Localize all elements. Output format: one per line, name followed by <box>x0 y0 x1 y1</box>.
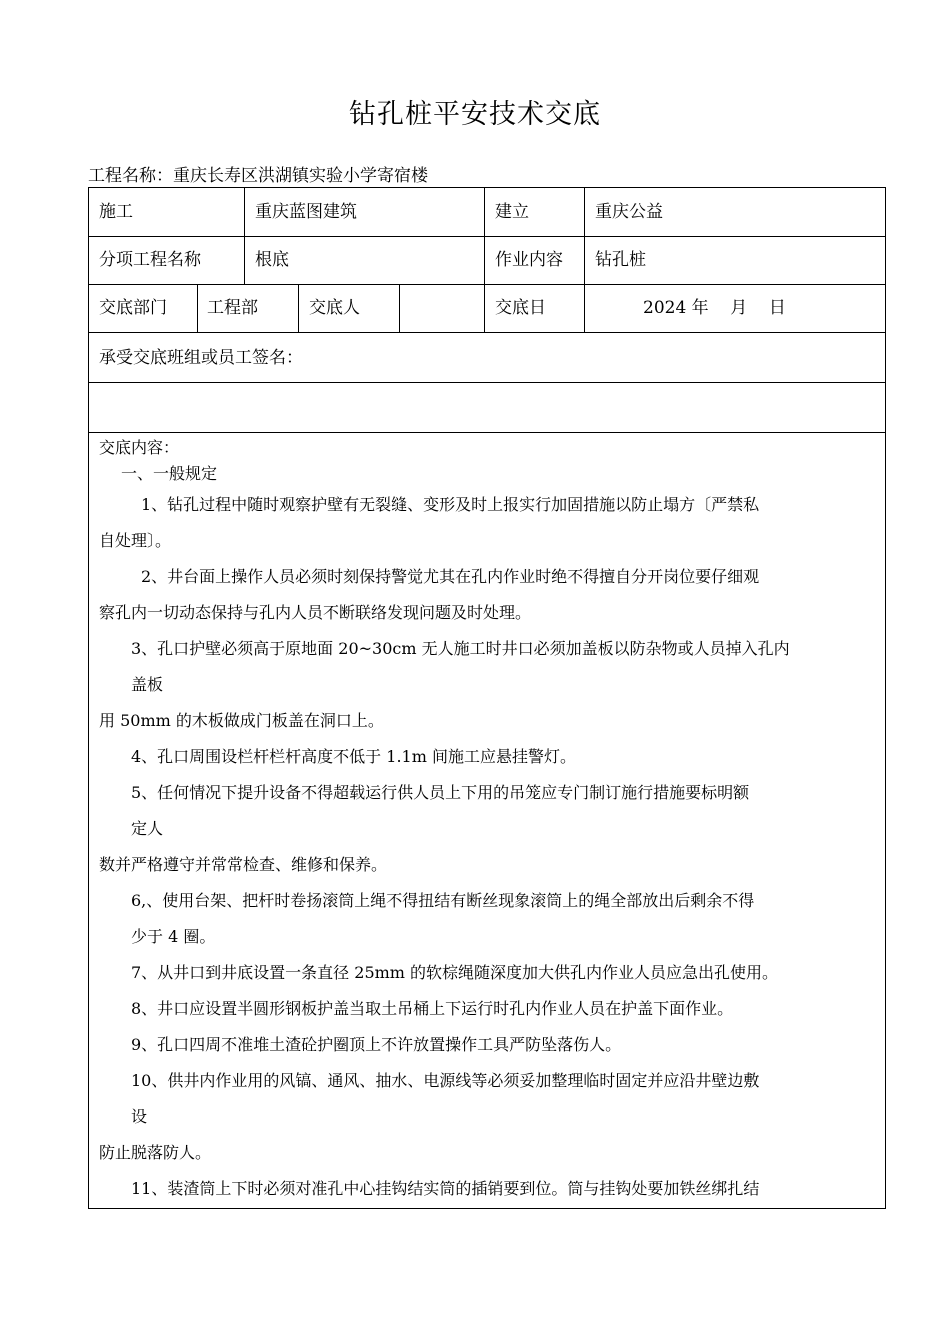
content-line: 少于 4 圈。 <box>131 927 216 946</box>
supervision-label: 建立 <box>495 202 529 222</box>
project-name-line: 工程名称：重庆长寿区洪湖镇实验小学寄宿楼 <box>88 166 428 186</box>
sub-project-value: 根底 <box>255 250 289 270</box>
content-line: 7、从井口到井底设置一条直径 25mm 的软棕绳随深度加大供孔内作业人员应急出孔使用。 <box>131 963 779 982</box>
column-divider <box>584 188 585 332</box>
content-line: 防止脱落防人。 <box>99 1143 212 1162</box>
content-line: 自处理〕。 <box>99 531 172 550</box>
content-line: 察孔内一切动态保持与孔内人员不断联络发现问题及时处理。 <box>99 603 532 622</box>
row-divider <box>89 284 885 285</box>
briefing-date-label: 交底日 <box>495 298 546 318</box>
content-line: 10、供井内作业用的风镐、通风、抽水、电源线等必须妥加整理临时固定并应沿井壁边敷 <box>131 1071 760 1090</box>
row-divider <box>89 382 885 383</box>
column-divider <box>399 284 400 332</box>
content-line: 3、孔口护壁必须高于原地面 20~30cm 无人施工时井口必须加盖板以防杂物或人员掉入孔内 <box>131 639 790 658</box>
department-value: 工程部 <box>207 298 258 318</box>
column-divider <box>298 284 299 332</box>
content-line: 5、任何情况下提升设备不得超载运行供人员上下用的吊笼应专门制订施行措施要标明额 <box>131 783 750 802</box>
content-line: 盖板 <box>131 675 164 694</box>
row-divider <box>89 236 885 237</box>
column-divider <box>484 188 485 332</box>
sub-project-label: 分项工程名称 <box>99 250 201 270</box>
content-line: 用 50mm 的木板做成门板盖在洞口上。 <box>99 711 384 730</box>
page-title: 钻孔桩平安技术交底 <box>349 99 601 130</box>
content-line: 11、装渣筒上下时必须对准孔中心挂钩结实筒的插销要到位。筒与挂钩处要加铁丝绑扎结 <box>131 1179 760 1198</box>
column-divider <box>244 188 245 284</box>
section-heading: 一、一般规定 <box>121 464 218 483</box>
work-content-value: 钻孔桩 <box>595 250 646 270</box>
content-line: 定人 <box>131 819 164 838</box>
briefer-label: 交底人 <box>309 298 360 318</box>
department-label: 交底部门 <box>99 298 167 318</box>
signature-label: 承受交底班组或员工签名： <box>99 348 303 368</box>
content-line: 数并严格遵守并常常检查、维修和保养。 <box>99 855 388 874</box>
content-line: 2、井台面上操作人员必须时刻保持警觉尤其在孔内作业时绝不得擅自分开岗位要仔细观 <box>141 567 760 586</box>
work-content-label: 作业内容 <box>495 250 563 270</box>
column-divider <box>197 284 198 332</box>
content-line: 4、孔口周围设栏杆栏杆高度不低于 1.1m 间施工应悬挂警灯。 <box>131 747 576 766</box>
content-line: 设 <box>131 1107 148 1126</box>
content-line: 6,、使用台架、把杆时卷扬滚筒上绳不得扭结有断丝现象滚筒上的绳全部放出后剩余不得 <box>131 891 755 910</box>
briefing-content <box>99 435 879 1207</box>
row-divider <box>89 432 885 433</box>
construction-label: 施工 <box>99 202 133 222</box>
content-line: 1、钻孔过程中随时观察护壁有无裂缝、变形及时上报实行加固措施以防止塌方〔严禁私 <box>141 495 760 514</box>
supervision-value: 重庆公益 <box>595 202 663 222</box>
construction-value: 重庆蓝图建筑 <box>255 202 357 222</box>
content-line: 9、孔口四周不准堆土渣砼护圈顶上不许放置操作工具严防坠落伤人。 <box>131 1035 622 1054</box>
briefing-date-value: 2024 年 月 日 <box>643 298 786 318</box>
row-divider <box>89 332 885 333</box>
content-heading: 交底内容： <box>99 438 180 457</box>
briefing-table <box>88 187 886 1209</box>
content-line: 8、井口应设置半圆形钢板护盖当取土吊桶上下运行时孔内作业人员在护盖下面作业。 <box>131 999 734 1018</box>
